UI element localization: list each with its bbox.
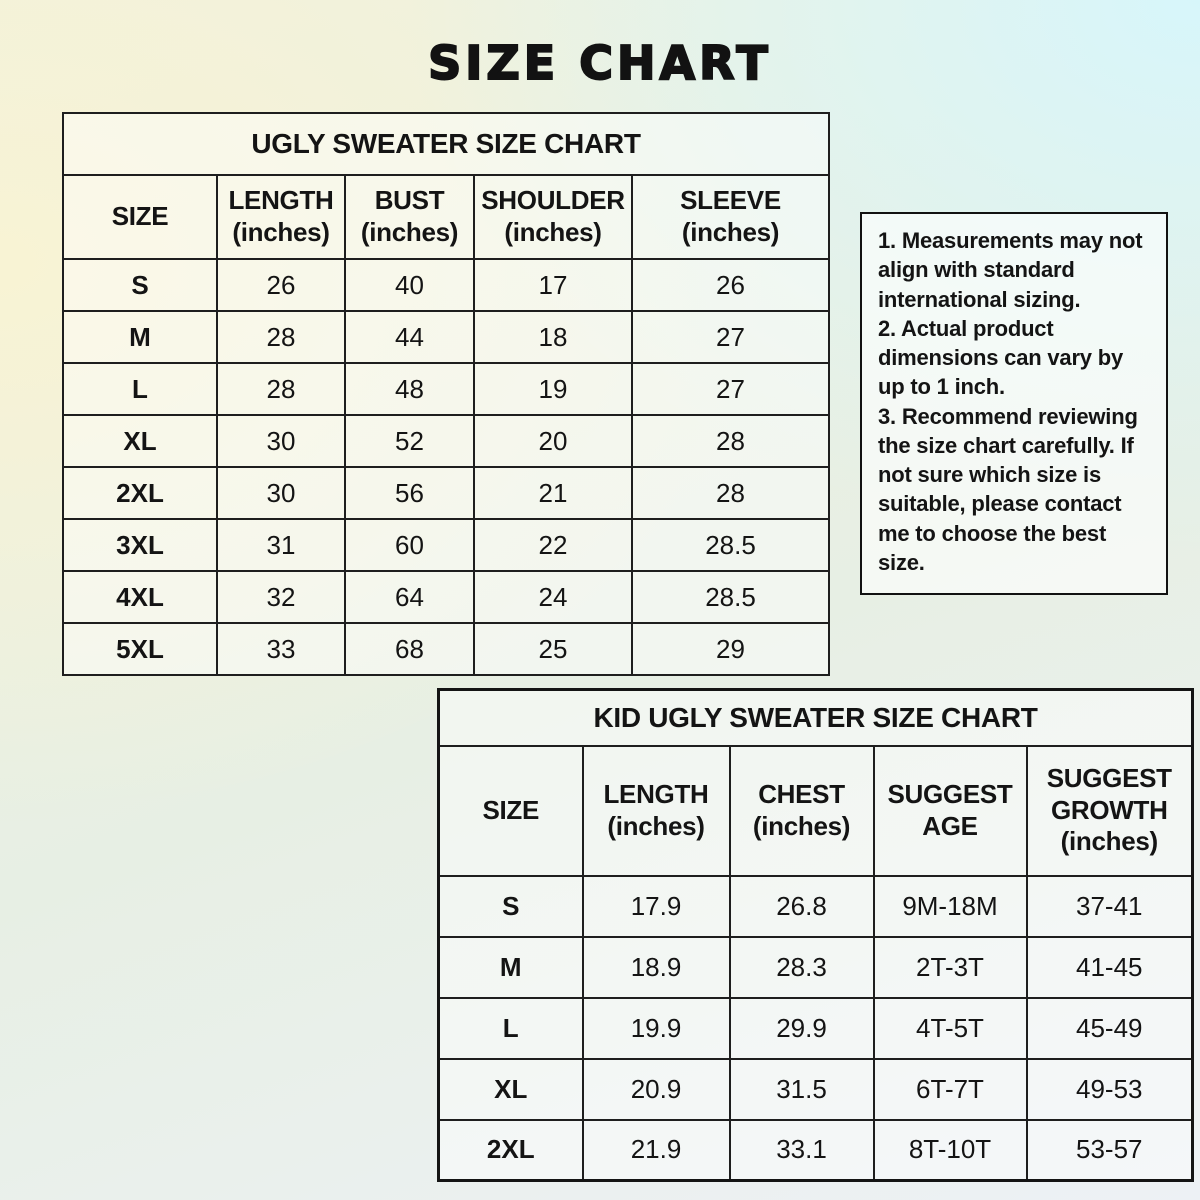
column-header: SUGGEST GROWTH (inches) [1027,746,1193,876]
table-row [63,519,829,571]
value-cell: 29.9 [730,998,874,1059]
value-cell: 26.8 [730,876,874,937]
value-cell: 53-57 [1027,1120,1193,1181]
column-header: SIZE [439,746,583,876]
size-label-cell: S [439,876,583,937]
value-cell: 31 [217,519,345,571]
page-title: SIZE CHART [428,36,772,90]
value-cell: 26 [217,259,345,311]
value-cell: 25 [474,623,632,675]
value-cell: 19 [474,363,632,415]
value-cell: 45-49 [1027,998,1193,1059]
note-1: 1. Measurements may not align with standard international sizing. [878,228,1143,312]
table-row [63,311,829,363]
value-cell: 44 [345,311,474,363]
value-cell: 28 [632,415,829,467]
value-cell: 19.9 [583,998,730,1059]
size-label-cell: M [63,311,217,363]
value-cell: 60 [345,519,474,571]
value-cell: 28.5 [632,571,829,623]
size-label-cell: L [439,998,583,1059]
value-cell: 2T-3T [874,937,1027,998]
column-header: CHEST (inches) [730,746,874,876]
column-header: SUGGEST AGE [874,746,1027,876]
table-row [439,998,1193,1059]
table-row [439,876,1193,937]
table-row [63,363,829,415]
value-cell: 9M-18M [874,876,1027,937]
size-label-cell: L [63,363,217,415]
note-2: 2. Actual product dimensions can vary by up to 1 inch. [878,315,1124,400]
column-header: LENGTH (inches) [583,746,730,876]
value-cell: 28 [632,467,829,519]
table-title-row [439,690,1193,746]
value-cell: 28.5 [632,519,829,571]
table-row [439,937,1193,998]
value-cell: 17 [474,259,632,311]
value-cell: 52 [345,415,474,467]
size-label-cell: 2XL [63,467,217,519]
value-cell: 28 [217,363,345,415]
size-label-cell: XL [439,1059,583,1120]
value-cell: 48 [345,363,474,415]
table-title: KID UGLY SWEATER SIZE CHART [439,690,1193,746]
column-header: SIZE [63,175,217,259]
table-row [439,1120,1193,1181]
value-cell: 30 [217,415,345,467]
table-row [63,259,829,311]
kid-size-table [437,688,1194,1182]
value-cell: 32 [217,571,345,623]
value-cell: 33.1 [730,1120,874,1181]
size-label-cell: XL [63,415,217,467]
column-header: LENGTH (inches) [217,175,345,259]
size-label-cell: 4XL [63,571,217,623]
size-label-cell: S [63,259,217,311]
value-cell: 40 [345,259,474,311]
value-cell: 30 [217,467,345,519]
table-row [63,467,829,519]
column-header: SLEEVE (inches) [632,175,829,259]
adult-size-table [62,112,830,676]
table-header-row [63,175,829,259]
table-header-row [439,746,1193,876]
table-title: UGLY SWEATER SIZE CHART [63,113,829,175]
table-row [439,1059,1193,1120]
value-cell: 68 [345,623,474,675]
value-cell: 64 [345,571,474,623]
value-cell: 21.9 [583,1120,730,1181]
column-header: BUST (inches) [345,175,474,259]
value-cell: 8T-10T [874,1120,1027,1181]
table-title-row [63,113,829,175]
value-cell: 20 [474,415,632,467]
value-cell: 37-41 [1027,876,1193,937]
value-cell: 27 [632,311,829,363]
size-label-cell: M [439,937,583,998]
value-cell: 41-45 [1027,937,1193,998]
value-cell: 33 [217,623,345,675]
value-cell: 56 [345,467,474,519]
table-row [63,623,829,675]
value-cell: 28.3 [730,937,874,998]
size-label-cell: 5XL [63,623,217,675]
column-header: SHOULDER (inches) [474,175,632,259]
table-row [63,571,829,623]
note-3: 3. Recommend reviewing the size chart carefully. If not sure which size is suitable, please contact me to choose the best size. [878,403,1138,575]
value-cell: 28 [217,311,345,363]
value-cell: 49-53 [1027,1059,1193,1120]
value-cell: 17.9 [583,876,730,937]
value-cell: 24 [474,571,632,623]
sizing-notes-box [860,212,1168,595]
value-cell: 27 [632,363,829,415]
size-label-cell: 3XL [63,519,217,571]
table-row [63,415,829,467]
size-label-cell: 2XL [439,1120,583,1181]
value-cell: 20.9 [583,1059,730,1120]
value-cell: 22 [474,519,632,571]
value-cell: 18.9 [583,937,730,998]
value-cell: 4T-5T [874,998,1027,1059]
value-cell: 31.5 [730,1059,874,1120]
value-cell: 6T-7T [874,1059,1027,1120]
value-cell: 18 [474,311,632,363]
value-cell: 26 [632,259,829,311]
value-cell: 21 [474,467,632,519]
value-cell: 29 [632,623,829,675]
